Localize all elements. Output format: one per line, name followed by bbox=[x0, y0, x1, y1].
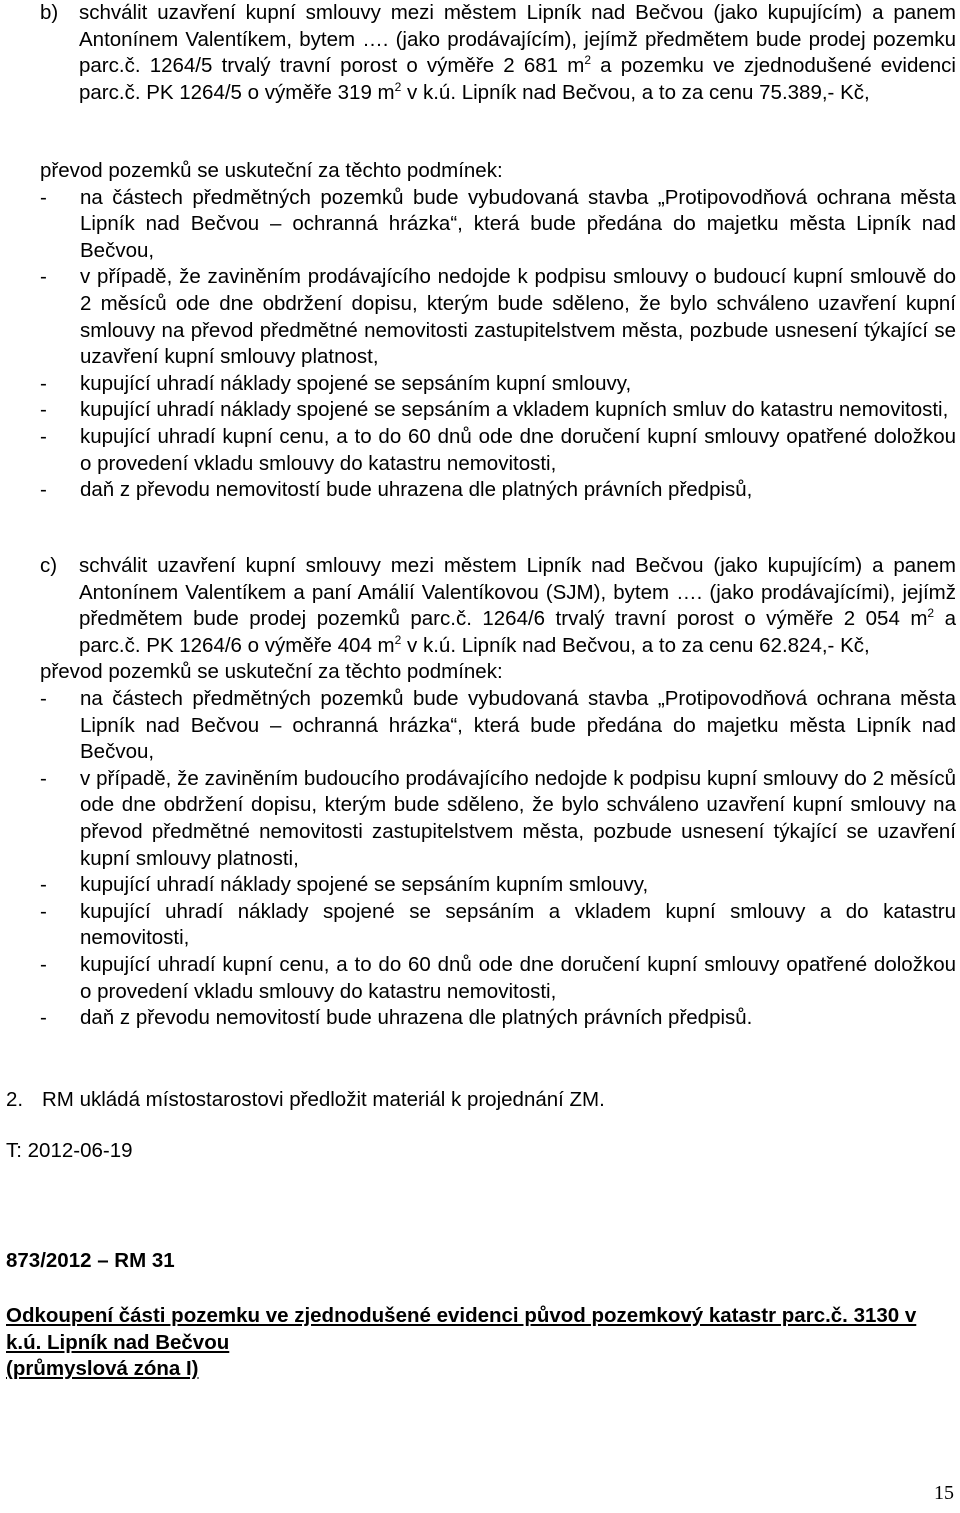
deadline: T: 2012-06-19 bbox=[6, 1139, 133, 1162]
bullet-item: - kupující uhradí náklady spojené se sepsáním a vkladem kupních smluv do katastru nemovitosti, bbox=[40, 398, 949, 422]
point-2-text: RM ukládá místostarostovi předložit materiál k projednání ZM. bbox=[42, 1088, 605, 1111]
section-c-item bbox=[40, 553, 956, 659]
bullet-item: - kupující uhradí kupní cenu, a to do 60 dnů ode dne doručení kupní smlouvy opatřené doložkou o provedení vkladu smlouvy do katastru nemovitosti, bbox=[40, 952, 956, 1003]
resolution-number: 873/2012 – RM 31 bbox=[6, 1249, 175, 1272]
bullet-item: - na částech předmětných pozemků bude vybudovaná stavba „Protipovodňová ochrana města Lipník nad Bečvou – ochranná hrázka“, která bude předána do majetku města Lipník nad Bečvou, bbox=[40, 686, 956, 764]
section-b-label: b) bbox=[40, 1, 59, 24]
bullet-item: - daň z převodu nemovitostí bude uhrazena dle platných právních předpisů, bbox=[40, 478, 753, 502]
section-b-conditions bbox=[40, 158, 956, 504]
bullet-item: - kupující uhradí náklady spojené se sepsáním kupním smlouvy, bbox=[40, 873, 649, 897]
resolution-subtitle: (průmyslová zóna I) bbox=[6, 1357, 199, 1381]
page-number: 15 bbox=[934, 1482, 954, 1504]
conditions-intro: převod pozemků se uskuteční za těchto podmínek: bbox=[40, 159, 503, 182]
resolution-title: Odkoupení části pozemku ve zjednodušené evidenci původ pozemkový katastr parc.č. 3130 v k.ú. Lipník nad Bečvou bbox=[6, 1304, 917, 1354]
section-c bbox=[40, 553, 956, 1032]
resolution-title-block bbox=[6, 1303, 956, 1383]
point-2-label: 2. bbox=[6, 1088, 24, 1111]
section-b-item bbox=[40, 0, 956, 106]
section-b bbox=[40, 0, 956, 106]
section-c-label: c) bbox=[40, 554, 58, 577]
bullet-item: - daň z převodu nemovitostí bude uhrazena dle platných právních předpisů. bbox=[40, 1006, 753, 1030]
section-b-paragraph: schválit uzavření kupní smlouvy mezi městem Lipník nad Bečvou (jako kupujícím) a panem Antonínem Valentíkem, bytem …. (jako prodávajícím), jejímž předmětem bude prodej pozemku parc.č. 1264/5 trvalý travní porost o výměře 2 681 $m^2$ a pozemku ve zjednodušené evidenci parc.č. PK 1264/5 o výměře 319 $m^2$ v k.ú. Lipník nad Bečvou, a to za cenu 75.389,- Kč, bbox=[79, 1, 956, 104]
bullet-item: - kupující uhradí kupní cenu, a to do 60 dnů ode dne doručení kupní smlouvy opatřené doložkou o provedení vkladu smlouvy do katastru nemovitosti, bbox=[40, 424, 956, 475]
bullet-item: - v případě, že zaviněním budoucího prodávajícího nedojde k podpisu kupní smlouvy do 2 měsíců ode dne obdržení dopisu, kterým bude sděleno, že bylo schváleno uzavření kupní smlouvy na převod předmětné nemovitosti zastupitelstvem města, pozbude usnesení týkající se uzavření kupní smlouvy platnosti, bbox=[40, 766, 956, 870]
bullet-item: - v případě, že zaviněním prodávajícího nedojde k podpisu smlouvy o budoucí kupní smlouvě do 2 měsíců ode dne obdržení dopisu, kterým bude sděleno, že bylo schváleno uzavření kupní smlouvy na převod předmětné nemovitosti zastupitelstvem města, pozbude usnesení týkající se uzavření kupní smlouvy platnost, bbox=[40, 265, 956, 369]
bullet-item: - na částech předmětných pozemků bude vybudovaná stavba „Protipovodňová ochrana města Lipník nad Bečvou – ochranná hrázka“, která bude předána do majetku města Lipník nad Bečvou, bbox=[40, 185, 956, 262]
bullet-item: - kupující uhradí náklady spojené se sepsáním kupní smlouvy, bbox=[40, 371, 632, 395]
bullet-item: - kupující uhradí náklady spojené se sepsáním a vkladem kupní smlouvy a do katastru nemovitosti, bbox=[40, 899, 956, 950]
section-c-paragraph: schválit uzavření kupní smlouvy mezi městem Lipník nad Bečvou (jako kupujícím) a panem Antonínem Valentíkem a paní Amálií Valentíkovou (SJM), bytem …. (jako prodávajícími), jejímž předmětem bude prodej pozemků parc.č. 1264/6 trvalý travní porost o výměře 2 054 $m^2$ a parc.č. PK 1264/6 o výměře 404 $m^2$ v k.ú. Lipník nad Bečvou, a to za cenu 62.824,- Kč, bbox=[79, 554, 956, 657]
conditions-intro: převod pozemků se uskuteční za těchto podmínek: bbox=[40, 660, 503, 684]
point-2 bbox=[6, 1087, 956, 1114]
